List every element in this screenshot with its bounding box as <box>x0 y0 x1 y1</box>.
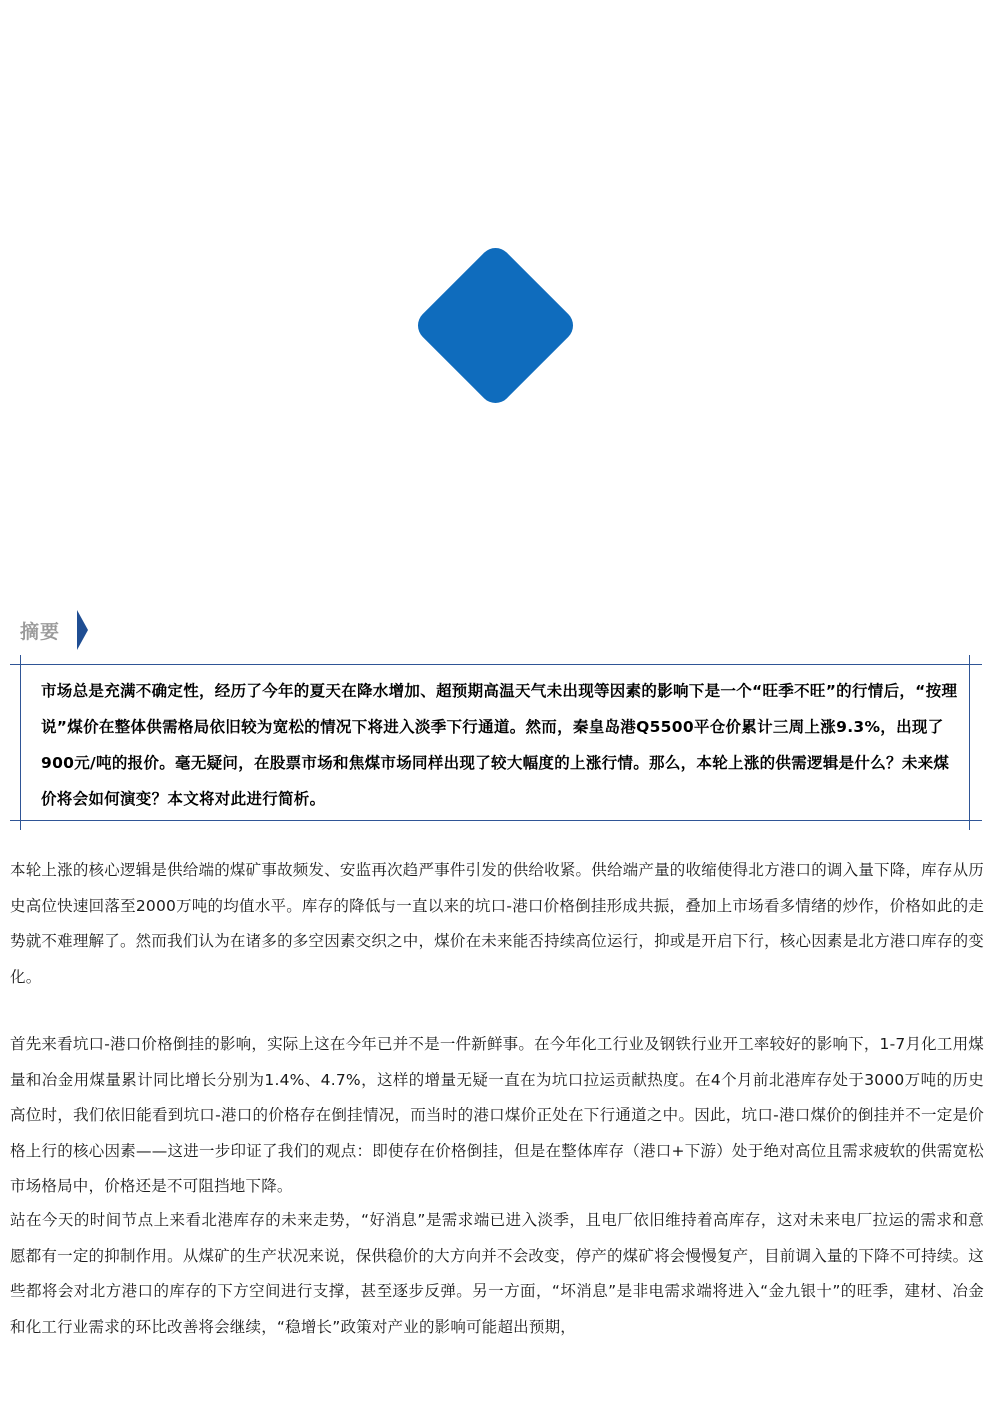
body-paragraph-1: 本轮上涨的核心逻辑是供给端的煤矿事故频发、安监再次趋严事件引发的供给收紧。供给端产量的收缩使得北方港口的调入量下降，库存从历史高位快速回落至2000万吨的均值水平。库存的降低与一直以来的坑口-港口价格倒挂形成共振，叠加上市场看多情绪的炒作，价格如此的走势就不难理解了。然而我们认为在诸多的多空因素交织之中，煤价在未来能否持续高位运行，抑或是开启下行，核心因素是北方港口库存的变化。 <box>10 861 984 986</box>
abstract-frame-left-tick <box>20 655 21 830</box>
body-paragraph-3: 站在今天的时间节点上来看北港库存的未来走势，“好消息”是需求端已进入淡季，且电厂依旧维持着高库存，这对未来电厂拉运的需求和意愿都有一定的抑制作用。从煤矿的生产状况来说，保供稳价的大方向并不会改变，停产的煤矿将会慢慢复产，目前调入量的下降不可持续。这些都将会对北方港口的库存的下方空间进行支撑，甚至逐步反弹。另一方面，“坏消息”是非电需求端将进入“金九银十”的旺季，建材、冶金和化工行业需求的环比改善将会继续，“稳增长”政策对产业的影响可能超出预期， <box>10 1211 984 1336</box>
abstract-heading: 摘要 <box>20 621 61 643</box>
abstract-frame-top-line <box>10 664 982 665</box>
abstract-frame-right-tick <box>969 655 970 830</box>
body-paragraph-2: 首先来看坑口-港口价格倒挂的影响，实际上这在今年已并不是一件新鲜事。在今年化工行业及钢铁行业开工率较好的影响下，1-7月化工用煤量和冶金用煤量累计同比增长分别为1.4%、4.7%，这样的增量无疑一直在为坑口拉运贡献热度。在4个月前北港库存处于3000万吨的历史高位时，我们依旧能看到坑口-港口的价格存在倒挂情况，而当时的港口煤价正处在下行通道之中。因此，坑口-港口煤价的倒挂并不一定是价格上行的核心因素——这进一步印证了我们的观点：即使存在价格倒挂，但是在整体库存（港口+下游）处于绝对高位且需求疲软的供需宽松市场格局中，价格还是不可阻挡地下降。 <box>10 1035 984 1195</box>
abstract-text: 市场总是充满不确定性，经历了今年的夏天在降水增加、超预期高温天气未出现等因素的影响下是一个“旺季不旺”的行情后，“按理说”煤价在整体供需格局依旧较为宽松的情况下将进入淡季下行通道。然而，秦皇岛港Q5500平仓价累计三周上涨9.3%，出现了900元/吨的报价。毫无疑问，在股票市场和焦煤市场同样出现了较大幅度的上涨行情。那么，本轮上涨的供需逻辑是什么？未来煤价将会如何演变？本文将对此进行简析。 <box>41 682 958 808</box>
abstract-arrow-icon <box>77 610 88 650</box>
company-logo-diamond <box>411 241 579 409</box>
abstract-frame-bottom-line <box>10 820 982 821</box>
